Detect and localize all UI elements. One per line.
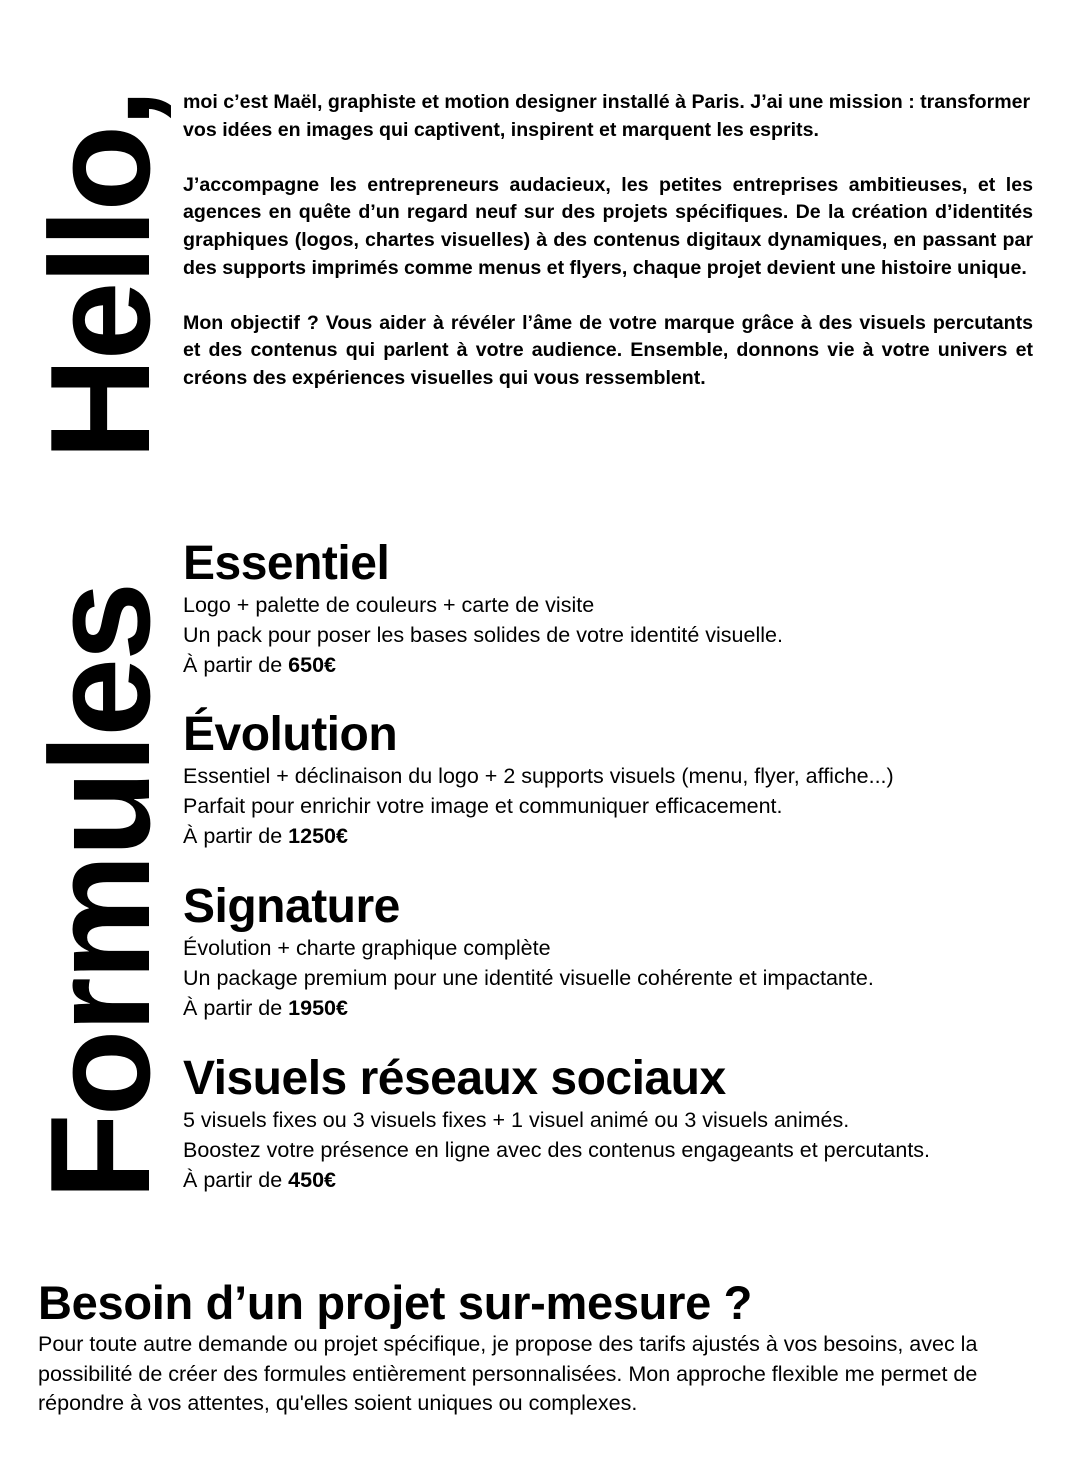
price-value: 1950€	[288, 996, 348, 1020]
custom-project-text: Pour toute autre demande ou projet spécifique, je propose des tarifs ajustés à vos besoins, avec la possibilité de créer des formules entièrement personnalisées. Mon approche flexible me permet de répondre à vos attentes, qu'elles soient uniques ou complexes.	[38, 1332, 978, 1415]
price-value: 1250€	[288, 824, 348, 848]
offer-evolution	[183, 709, 1063, 851]
offer-price	[183, 1165, 1063, 1195]
offer-price	[183, 993, 1063, 1023]
offer-description: Un pack pour poser les bases solides de votre identité visuelle.	[183, 623, 783, 647]
offer-content: 5 visuels fixes ou 3 visuels fixes + 1 visuel animé ou 3 visuels animés.	[183, 1108, 850, 1132]
offer-description: Boostez votre présence en ligne avec des contenus engageants et percutants.	[183, 1138, 931, 1162]
offer-signature	[183, 881, 1063, 1023]
price-prefix: À partir de	[183, 824, 283, 848]
offer-title: Évolution	[183, 708, 398, 761]
intro-paragraph-3: Mon objectif ? Vous aider à révéler l’âme de votre marque grâce à des visuels percutants et des contenus qui parlent à votre audience. Ensemble, donnons vie à votre univers et créons des expériences visuelles qui vous ressemblent.	[183, 311, 1033, 389]
offer-description: Un package premium pour une identité visuelle cohérente et impactante.	[183, 966, 874, 990]
offer-content: Évolution + charte graphique complète	[183, 936, 551, 960]
intro-paragraph-1: moi c’est Maël, graphiste et motion designer installé à Paris. J’ai une mission : transformer vos idées en images qui captivent, inspirent et marquent les esprits.	[183, 91, 1031, 141]
hello-heading: Hello,	[21, 91, 180, 460]
offer-description: Parfait pour enrichir votre image et communiquer efficacement.	[183, 794, 783, 818]
offer-title: Visuels réseaux sociaux	[183, 1052, 726, 1105]
custom-project-title: Besoin d’un projet sur-mesure ?	[38, 1276, 753, 1329]
offer-price	[183, 821, 1063, 851]
formules-heading: Formules	[21, 584, 180, 1200]
offer-title: Signature	[183, 880, 400, 933]
price-prefix: À partir de	[183, 996, 283, 1020]
offer-title: Essentiel	[183, 537, 390, 590]
intro-text	[183, 89, 1033, 420]
offer-social-visuals	[183, 1053, 1063, 1195]
price-value: 650€	[288, 653, 337, 677]
price-prefix: À partir de	[183, 653, 283, 677]
custom-project-section	[38, 1276, 1058, 1419]
offer-price	[183, 650, 1063, 680]
price-value: 450€	[288, 1168, 337, 1192]
price-prefix: À partir de	[183, 1168, 283, 1192]
offer-essentiel	[183, 538, 1063, 680]
offer-content: Logo + palette de couleurs + carte de visite	[183, 593, 595, 617]
offer-content: Essentiel + déclinaison du logo + 2 supports visuels (menu, flyer, affiche...)	[183, 764, 894, 788]
intro-paragraph-2: J’accompagne les entrepreneurs audacieux, les petites entreprises ambitieuses, et les agences en quête d’un regard neuf sur des projets spécifiques. De la création d’identités graphiques (logos, chartes visuelles) à des contenus digitaux dynamiques, en passant par des supports imprimés comme menus et flyers, chaque projet devient une histoire unique.	[183, 173, 1033, 279]
